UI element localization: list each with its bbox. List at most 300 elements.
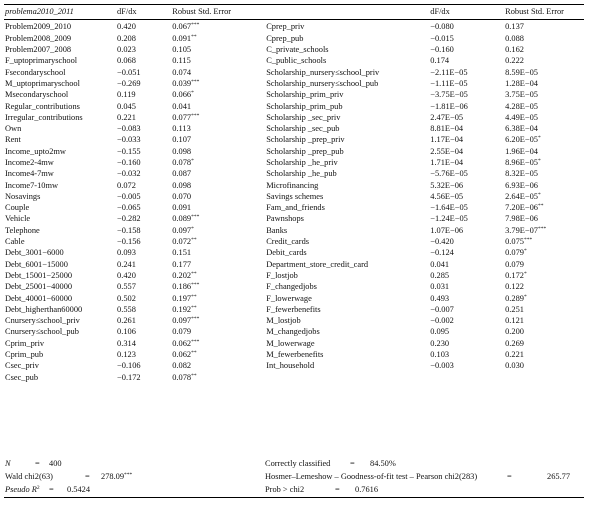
var-left-text: Msecondaryschool <box>5 90 69 100</box>
cell-se-left <box>171 293 265 304</box>
var-left-text: F_uptoprimaryschool <box>5 56 78 66</box>
significance-stars: * <box>523 270 527 277</box>
significance-stars: *** <box>191 22 200 29</box>
var-left-text: Couple <box>5 203 30 213</box>
col-dfdx-right: dF/dx <box>429 5 504 20</box>
cell-se-left <box>171 45 265 56</box>
var-left-text: Rent <box>5 135 21 145</box>
correctly-classified-label: Correctly classified <box>265 459 331 468</box>
cell-se-left <box>171 259 265 270</box>
var-left-text: Regular_contributions <box>5 101 80 111</box>
cell-se-right <box>504 259 584 270</box>
se-right-text: 6.93E−06 <box>505 180 538 190</box>
var-right-text: F_changedjobs <box>266 282 317 292</box>
cell-var-right <box>265 225 429 236</box>
cell-dfdx-left <box>116 124 171 135</box>
table-row <box>4 101 584 112</box>
cell-dfdx-right <box>429 158 504 169</box>
se-right-text: 0.030 <box>505 361 524 371</box>
cell-se-right <box>504 304 584 315</box>
se-left-text: 0.192 <box>172 304 192 314</box>
cell-dfdx-left <box>116 338 171 349</box>
se-left-text: 0.151 <box>172 248 192 258</box>
cell-dfdx-right <box>429 350 504 361</box>
dfdx-right-text: −0.003 <box>430 361 454 371</box>
se-left-text: 0.186 <box>172 282 192 292</box>
col-se-right: Robust Std. Error <box>504 5 584 20</box>
dfdx-right-text: −0.015 <box>430 33 454 43</box>
table-row <box>4 350 584 361</box>
cell-var-left <box>4 78 116 89</box>
se-right-text: 0.121 <box>505 316 524 326</box>
table-row <box>4 20 584 34</box>
correctly-classified-eq: = <box>350 459 355 468</box>
cell-var-right <box>265 56 429 67</box>
n-value: 400 <box>49 459 62 468</box>
pseudo-r2-sup: 2 <box>36 485 40 491</box>
footer-row-2 <box>5 472 585 481</box>
var-left-text: Income4-7mw <box>5 169 54 179</box>
cell-se-left <box>171 33 265 44</box>
cell-var-right <box>265 101 429 112</box>
cell-dfdx-right <box>429 90 504 101</box>
cell-se-right <box>504 248 584 259</box>
cell-se-right <box>504 112 584 123</box>
footer-row-3 <box>5 485 585 494</box>
significance-stars: ** <box>191 270 197 277</box>
se-left-text: 0.078 <box>172 158 192 167</box>
cell-se-left <box>171 112 265 123</box>
se-left-text: 0.089 <box>172 214 192 224</box>
n-eq: = <box>35 459 40 468</box>
dfdx-left-text: −0.051 <box>117 67 141 77</box>
cell-var-left <box>4 304 116 315</box>
var-right-text: M_fewerbenefits <box>266 350 324 360</box>
dfdx-right-text: 0.031 <box>430 282 450 292</box>
significance-stars: ** <box>191 33 197 40</box>
cell-dfdx-left <box>116 158 171 169</box>
se-left-text: 0.115 <box>172 56 191 66</box>
dfdx-right-text: −2.11E−05 <box>430 67 468 77</box>
table-row <box>4 45 584 56</box>
cell-var-right <box>265 33 429 44</box>
dfdx-right-text: −0.080 <box>430 22 454 32</box>
correctly-classified-value: 84.50% <box>370 459 396 468</box>
se-right-text: 0.200 <box>505 327 524 337</box>
cell-var-right <box>265 169 429 180</box>
cell-se-left <box>171 327 265 338</box>
cell-dfdx-right <box>429 33 504 44</box>
cell-dfdx-right <box>429 203 504 214</box>
var-right-text: Credit_cards <box>266 237 310 247</box>
dfdx-right-text: −5.76E−05 <box>430 169 468 179</box>
var-left-text: Income_upto2mw <box>5 146 66 156</box>
cell-var-right <box>265 361 429 372</box>
cell-var-left <box>4 90 116 101</box>
dfdx-right-text: −3.75E−05 <box>430 90 468 100</box>
table-row <box>4 304 584 315</box>
significance-stars: *** <box>191 338 200 345</box>
table-row <box>4 259 584 270</box>
cell-se-right <box>504 282 584 293</box>
cell-dfdx-right <box>429 214 504 225</box>
cell-se-right <box>504 33 584 44</box>
cell-se-left <box>171 350 265 361</box>
table-row <box>4 169 584 180</box>
dfdx-left-text: 0.119 <box>117 90 136 100</box>
dfdx-left-text: −0.160 <box>117 158 141 167</box>
var-right-text: Cprep_pub <box>266 33 304 43</box>
se-left-text: 0.072 <box>172 237 192 247</box>
var-right-text: M_lostjob <box>266 316 301 326</box>
cell-se-left <box>171 191 265 202</box>
var-left-text: Irregular_contributions <box>5 112 83 122</box>
dfdx-right-text: 2.55E−04 <box>430 146 464 156</box>
se-right-text: 0.075 <box>505 237 524 247</box>
cell-dfdx-left <box>116 191 171 202</box>
significance-stars: ** <box>191 372 197 379</box>
var-right-text: M_lowerwage <box>266 338 315 348</box>
var-right-text: Scholarship_nursery≤school_priv <box>266 67 380 77</box>
cell-se-left <box>171 56 265 67</box>
dfdx-left-text: −0.282 <box>117 214 141 224</box>
cell-se-left <box>171 146 265 157</box>
cell-var-right <box>265 271 429 282</box>
se-right-text: 0.172 <box>505 270 524 280</box>
cell-dfdx-right <box>429 237 504 248</box>
cell-var-right <box>265 20 429 34</box>
dfdx-right-text: 0.493 <box>430 293 450 303</box>
dfdx-right-text: 0.041 <box>430 259 450 269</box>
significance-stars: ** <box>191 304 197 311</box>
cell-se-right <box>504 372 584 383</box>
cell-se-right <box>504 101 584 112</box>
dfdx-right-text: 0.285 <box>430 270 450 280</box>
cell-dfdx-right <box>429 361 504 372</box>
cell-var-left <box>4 259 116 270</box>
dfdx-right-text: 0.174 <box>430 56 450 66</box>
dfdx-left-text: −0.033 <box>117 135 141 145</box>
var-left-text: Problem2009_2010 <box>5 22 72 32</box>
cell-var-left <box>4 248 116 259</box>
cell-se-right <box>504 158 584 169</box>
cell-dfdx-right <box>429 338 504 349</box>
significance-stars: ** <box>191 237 197 244</box>
cell-var-left <box>4 338 116 349</box>
var-left-text: Debt_25001−40000 <box>5 282 73 292</box>
cell-dfdx-right <box>429 372 504 383</box>
cell-se-left <box>171 282 265 293</box>
dfdx-right-text: 1.71E−04 <box>430 158 464 167</box>
table-row <box>4 372 584 383</box>
dfdx-left-text: 0.557 <box>117 282 136 292</box>
cell-dfdx-left <box>116 271 171 282</box>
cell-se-right <box>504 271 584 282</box>
se-right-text: 4.28E−05 <box>505 101 538 111</box>
significance-stars: *** <box>523 237 533 244</box>
dfdx-left-text: −0.005 <box>117 191 141 201</box>
cell-dfdx-left <box>116 214 171 225</box>
cell-dfdx-right <box>429 304 504 315</box>
var-right-text: Microfinancing <box>266 180 319 190</box>
table-row <box>4 146 584 157</box>
model-name: problema2010_2011 <box>4 5 116 20</box>
cell-se-left <box>171 248 265 259</box>
cell-var-right <box>265 203 429 214</box>
dfdx-left-text: −0.032 <box>117 169 141 179</box>
var-right-text: F_lowerwage <box>266 293 312 303</box>
var-right-text: Cprep_priv <box>266 22 305 32</box>
var-left-text: Problem2007_2008 <box>5 45 72 55</box>
dfdx-right-text: −1.11E−05 <box>430 78 468 88</box>
se-left-text: 0.066 <box>172 90 192 100</box>
cell-se-left <box>171 372 265 383</box>
table-row <box>4 225 584 236</box>
significance-stars: ** <box>537 203 544 210</box>
table-row <box>4 237 584 248</box>
var-left-text: Debt_higherthan60000 <box>5 304 83 314</box>
cell-var-left <box>4 169 116 180</box>
cell-var-left <box>4 203 116 214</box>
cell-dfdx-right <box>429 259 504 270</box>
cell-se-right <box>504 90 584 101</box>
se-right-text: 7.98E−06 <box>505 214 538 224</box>
table-row <box>4 67 584 78</box>
significance-stars: *** <box>191 112 200 119</box>
cell-se-right <box>504 338 584 349</box>
cell-var-right <box>265 327 429 338</box>
se-left-text: 0.082 <box>172 361 192 371</box>
var-right-text: Scholarship _he_priv <box>266 158 338 167</box>
var-right-text: Scholarship_nursery≤school_pub <box>266 78 379 88</box>
significance-stars: * <box>537 135 541 142</box>
cell-var-left <box>4 191 116 202</box>
cell-var-right <box>265 304 429 315</box>
table-row <box>4 56 584 67</box>
table-row <box>4 180 584 191</box>
dfdx-right-text: −0.002 <box>430 316 454 326</box>
var-right-text: C_public_schools <box>266 56 327 66</box>
cell-se-left <box>171 180 265 191</box>
cell-dfdx-right <box>429 112 504 123</box>
se-right-text: 0.122 <box>505 282 524 292</box>
var-left-text: Income7-10mw <box>5 180 59 190</box>
table-row <box>4 112 584 123</box>
var-left-text: Debt_6001−15000 <box>5 259 68 269</box>
wald-label: Wald chi2(63) <box>5 472 53 481</box>
var-left-text: Problem2008_2009 <box>5 33 72 43</box>
hosmer-lemeshow-label: Hosmer–Lemeshow – Goodness-of-fit test – Pearson chi2(283) <box>265 472 478 481</box>
se-left-text: 0.097 <box>172 225 192 235</box>
cell-se-right <box>504 361 584 372</box>
cell-se-left <box>171 361 265 372</box>
cell-var-left <box>4 67 116 78</box>
cell-var-left <box>4 225 116 236</box>
cell-dfdx-left <box>116 248 171 259</box>
cell-se-right <box>504 56 584 67</box>
dfdx-left-text: 0.241 <box>117 259 136 269</box>
var-left-text: Fsecondaryschool <box>5 67 66 77</box>
cell-var-left <box>4 372 116 383</box>
cell-se-left <box>171 214 265 225</box>
dfdx-left-text: 0.045 <box>117 101 136 111</box>
dfdx-right-text: 1.07E−06 <box>430 225 464 235</box>
se-right-text: 3.79E−07 <box>505 225 538 235</box>
cell-var-right <box>265 124 429 135</box>
dfdx-right-text: 4.56E−05 <box>430 191 464 201</box>
cell-dfdx-right <box>429 225 504 236</box>
var-right-text: M_changedjobs <box>266 327 320 337</box>
cell-var-right <box>265 67 429 78</box>
cell-var-right <box>265 214 429 225</box>
se-left-text: 0.041 <box>172 101 192 111</box>
n-label: N <box>5 459 11 468</box>
se-left-text: 0.039 <box>172 78 192 88</box>
se-right-text: 8.96E−05 <box>505 158 538 167</box>
se-left-text: 0.077 <box>172 112 192 122</box>
dfdx-left-text: 0.420 <box>117 22 136 32</box>
cell-dfdx-right <box>429 248 504 259</box>
cell-var-right <box>265 282 429 293</box>
significance-stars: * <box>191 158 194 164</box>
se-right-text: 2.64E−05 <box>505 191 538 201</box>
cell-dfdx-right <box>429 67 504 78</box>
cell-dfdx-left <box>116 180 171 191</box>
var-right-text: Pawnshops <box>266 214 304 224</box>
dfdx-left-text: 0.208 <box>117 33 136 43</box>
table-row <box>4 203 584 214</box>
dfdx-left-text: −0.155 <box>117 146 141 156</box>
prob-chi2-value: 0.7616 <box>355 485 379 494</box>
cell-var-right <box>265 112 429 123</box>
dfdx-left-text: 0.314 <box>117 338 136 348</box>
cell-var-left <box>4 124 116 135</box>
cell-var-right <box>265 158 429 169</box>
cell-var-right <box>265 248 429 259</box>
cell-dfdx-left <box>116 361 171 372</box>
var-left-text: Income2-4mw <box>5 158 54 167</box>
dfdx-right-text: −1.81E−06 <box>430 101 468 111</box>
cell-se-left <box>171 316 265 327</box>
significance-stars: *** <box>191 282 200 289</box>
cell-var-right <box>265 90 429 101</box>
var-left-text: Vehicle <box>5 214 31 224</box>
var-right-text: C_private_schools <box>266 45 329 55</box>
table-body <box>4 20 584 384</box>
dfdx-right-text: −0.160 <box>430 45 454 55</box>
dfdx-right-text: −0.007 <box>430 304 454 314</box>
significance-stars: *** <box>191 214 200 221</box>
var-right-text: Department_store_credit_card <box>266 259 369 269</box>
table-row <box>4 282 584 293</box>
cell-dfdx-right <box>429 101 504 112</box>
dfdx-right-text: 0.095 <box>430 327 450 337</box>
dfdx-right-text: −1.24E−05 <box>430 214 468 224</box>
se-left-text: 0.078 <box>172 372 192 382</box>
cell-se-left <box>171 338 265 349</box>
var-right-text: Scholarship _he_pub <box>266 169 337 179</box>
cell-se-left <box>171 304 265 315</box>
var-left-text: Debt_3001−6000 <box>5 248 64 258</box>
cell-dfdx-right <box>429 20 504 34</box>
cell-var-right <box>265 237 429 248</box>
table-row <box>4 214 584 225</box>
cell-se-right <box>504 67 584 78</box>
dfdx-left-text: −0.106 <box>117 361 141 371</box>
var-right-text: Scholarship _prep_priv <box>266 135 345 145</box>
var-right-text: Scholarship_prim_priv <box>266 90 344 100</box>
wald-eq: = <box>85 472 90 481</box>
cell-se-left <box>171 101 265 112</box>
var-left-text: Debt_40001−60000 <box>5 293 73 303</box>
var-right-text: Banks <box>266 225 288 235</box>
var-left-text: M_uptoprimaryschool <box>5 78 80 88</box>
dfdx-left-text: 0.023 <box>117 45 136 55</box>
cell-var-left <box>4 33 116 44</box>
dfdx-right-text: −0.420 <box>430 237 454 247</box>
se-left-text: 0.098 <box>172 180 192 190</box>
se-right-text: 7.20E−06 <box>505 203 538 213</box>
dfdx-left-text: −0.158 <box>117 225 141 235</box>
significance-stars: * <box>523 293 527 300</box>
dfdx-right-text: −0.124 <box>430 248 454 258</box>
footer-row-1 <box>5 459 585 468</box>
cell-dfdx-left <box>116 67 171 78</box>
wald-value: 278.09 <box>101 472 125 481</box>
table-row <box>4 78 584 89</box>
cell-var-right <box>265 191 429 202</box>
significance-stars: * <box>537 191 541 198</box>
dfdx-right-text: 0.230 <box>430 338 450 348</box>
dfdx-left-text: −0.269 <box>117 78 141 88</box>
se-left-text: 0.074 <box>172 67 192 77</box>
table-row <box>4 271 584 282</box>
cell-dfdx-right <box>429 78 504 89</box>
cell-var-left <box>4 135 116 146</box>
cell-var-left <box>4 158 116 169</box>
dfdx-left-text: 0.068 <box>117 56 136 66</box>
se-left-text: 0.113 <box>172 124 191 134</box>
table-row <box>4 158 584 169</box>
cell-var-left <box>4 293 116 304</box>
cell-var-left <box>4 214 116 225</box>
significance-stars: *** <box>191 316 200 323</box>
hosmer-lemeshow-value: 265.77 <box>547 472 571 481</box>
cell-var-left <box>4 282 116 293</box>
cell-var-left <box>4 237 116 248</box>
cell-dfdx-right <box>429 180 504 191</box>
cell-dfdx-left <box>116 101 171 112</box>
se-left-text: 0.107 <box>172 135 192 145</box>
var-left-text: Cnursery≤school_priv <box>5 316 80 326</box>
cell-var-right <box>265 350 429 361</box>
cell-se-left <box>171 90 265 101</box>
cell-se-right <box>504 203 584 214</box>
se-right-text: 0.221 <box>505 350 524 360</box>
var-left-text: Nosavings <box>5 191 41 201</box>
cell-se-right <box>504 350 584 361</box>
dfdx-left-text: 0.106 <box>117 327 136 337</box>
dfdx-left-text: 0.261 <box>117 316 136 326</box>
regression-table <box>4 4 584 384</box>
table-row <box>4 248 584 259</box>
se-left-text: 0.062 <box>172 338 192 348</box>
cell-se-right <box>504 169 584 180</box>
var-left-text: Debt_15001−25000 <box>5 270 73 280</box>
significance-stars: * <box>191 225 194 232</box>
cell-var-left <box>4 56 116 67</box>
cell-dfdx-left <box>116 112 171 123</box>
